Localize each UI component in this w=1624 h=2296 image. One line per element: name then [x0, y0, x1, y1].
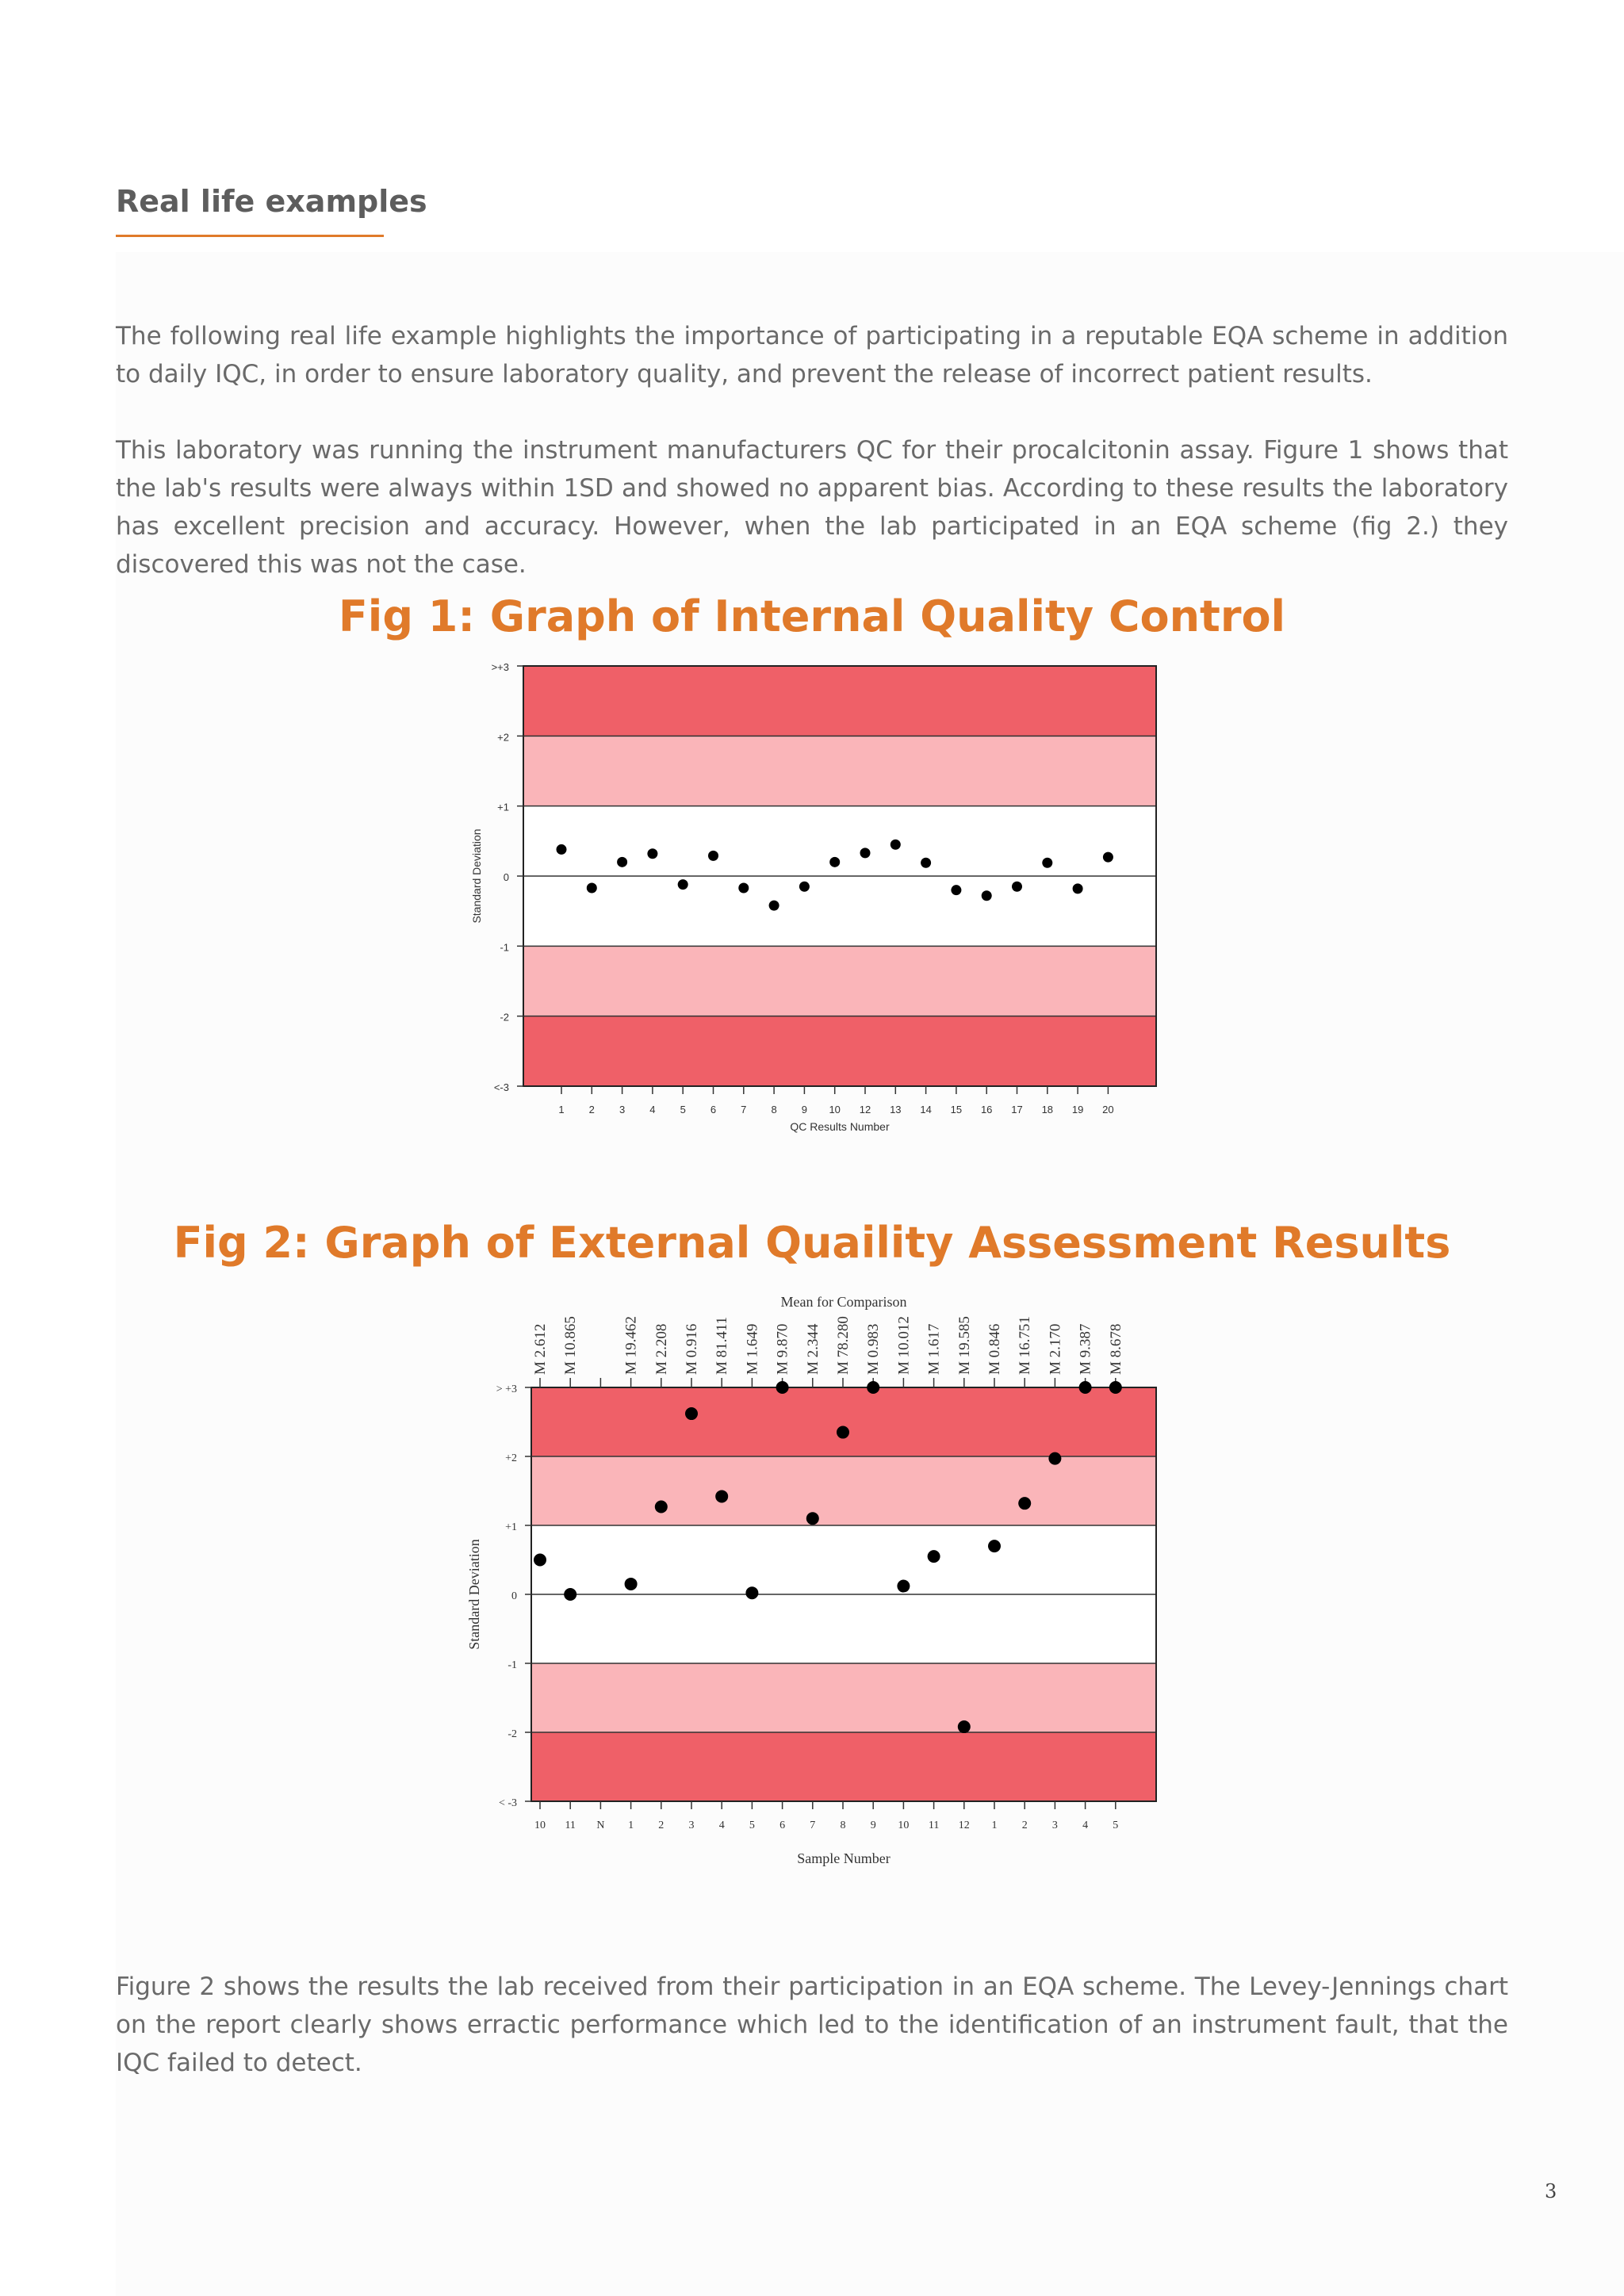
- data-point: [708, 851, 718, 861]
- data-point: [738, 883, 749, 894]
- y-axis-label: Standard Deviation: [466, 1539, 482, 1650]
- data-point: [837, 1426, 849, 1439]
- x-tick-label: 18: [1041, 1104, 1054, 1115]
- y-tick-label: +1: [505, 1521, 517, 1533]
- data-point: [655, 1501, 668, 1513]
- intro-paragraph: The following real life example highlights the importance of participating in a reputable EQA scheme in addition to daily IQC, in order to ensure laboratory quality, and prevent the release of incorrect patient results.: [116, 322, 1508, 388]
- sd-band-1: [523, 736, 1156, 806]
- sd-band-1: [531, 1456, 1156, 1525]
- x-tick-label: 7: [810, 1820, 816, 1831]
- data-point: [806, 1512, 819, 1525]
- x-tick-label: 9: [801, 1104, 808, 1115]
- data-point: [988, 1540, 1001, 1552]
- x-tick-label: 11: [565, 1820, 576, 1831]
- sd-band-4: [531, 1732, 1156, 1801]
- mean-comparison-label: Mean for Comparison: [780, 1294, 907, 1310]
- x-tick-label: 1: [991, 1820, 998, 1831]
- data-point: [647, 848, 657, 859]
- data-point: [1012, 882, 1022, 892]
- x-tick-label: 2: [1021, 1820, 1028, 1831]
- x-tick-label: 9: [870, 1820, 876, 1831]
- data-point: [897, 1580, 910, 1593]
- mean-label: M 2.170: [1047, 1323, 1064, 1375]
- x-tick-label: 4: [649, 1104, 656, 1115]
- mean-label: M 0.846: [986, 1323, 1003, 1375]
- x-tick-label: 12: [958, 1820, 970, 1831]
- heading-underline: [116, 235, 384, 237]
- mean-label: M 1.649: [744, 1323, 761, 1375]
- sd-band-4: [523, 1016, 1156, 1086]
- data-point: [745, 1586, 758, 1599]
- mean-label: M 19.462: [622, 1316, 640, 1375]
- mean-label: M 81.411: [714, 1316, 731, 1375]
- x-tick-label: 1: [628, 1820, 634, 1831]
- mean-label: M 16.751: [1017, 1316, 1034, 1375]
- procalcitonin-paragraph: This laboratory was running the instrument manufacturers QC for their procalcitonin assay. Figure 1 shows that the lab's results were always within 1SD and showed no apparent bias. According to these results the laboratory has excellent precision and accuracy. However, when the lab participated in an EQA scheme (fig 2.) they discovered this was not the case.: [116, 436, 1508, 579]
- mean-label: M 9.387: [1077, 1323, 1094, 1375]
- x-tick-label: 2: [658, 1820, 665, 1831]
- x-tick-label: 4: [718, 1820, 725, 1831]
- data-point: [829, 857, 840, 867]
- data-point: [1079, 1381, 1092, 1394]
- data-point: [1073, 883, 1083, 894]
- x-tick-label: 7: [741, 1104, 747, 1115]
- data-point: [1109, 1381, 1122, 1394]
- x-tick-label: 10: [829, 1104, 841, 1115]
- data-point: [564, 1588, 576, 1601]
- data-point: [715, 1490, 728, 1502]
- mean-label: M 0.983: [865, 1323, 883, 1375]
- data-point: [776, 1381, 789, 1394]
- y-tick-label: 0: [511, 1590, 517, 1602]
- x-tick-label: 16: [980, 1104, 993, 1115]
- y-tick-label: -1: [508, 1659, 517, 1671]
- sd-band-0: [531, 1387, 1156, 1456]
- y-tick-label: +2: [497, 731, 509, 744]
- x-tick-label: 5: [749, 1820, 755, 1831]
- data-point: [867, 1381, 879, 1394]
- eqa-chart: [0, 1276, 1624, 1879]
- mean-label: M 10.865: [562, 1316, 580, 1375]
- mean-label: M 9.870: [774, 1323, 791, 1375]
- page-number: 3: [1545, 2180, 1557, 2202]
- data-point: [1048, 1452, 1061, 1465]
- data-point: [982, 890, 992, 901]
- mean-label: M 19.585: [956, 1316, 973, 1375]
- data-point: [557, 844, 567, 855]
- section-heading: Real life examples: [116, 184, 427, 219]
- y-tick-label: -2: [508, 1728, 517, 1740]
- mean-label: M 78.280: [835, 1316, 852, 1375]
- y-tick-label: < -3: [498, 1797, 517, 1809]
- mean-label: M 2.612: [532, 1323, 549, 1375]
- data-point: [534, 1554, 546, 1567]
- x-axis-label: QC Results Number: [790, 1120, 890, 1133]
- fig2-title: Fig 2: Graph of External Quaility Assessment Results: [173, 1218, 1451, 1268]
- x-tick-label: 5: [1113, 1820, 1119, 1831]
- x-tick-label: 10: [898, 1820, 910, 1831]
- data-point: [958, 1720, 971, 1733]
- data-point: [1042, 858, 1052, 868]
- conclusion-paragraph: Figure 2 shows the results the lab received from their participation in an EQA scheme. The Levey-Jennings chart on the report clearly shows erractic performance which led to the identification of an instrument fault, that the IQC failed to detect.: [116, 1973, 1508, 2077]
- x-tick-label: 11: [928, 1820, 940, 1831]
- x-tick-label: 19: [1071, 1104, 1084, 1115]
- x-tick-label: 17: [1011, 1104, 1023, 1115]
- data-point: [1018, 1497, 1031, 1510]
- x-tick-label: 8: [840, 1820, 846, 1831]
- y-tick-label: -2: [500, 1011, 509, 1024]
- sd-band-3: [531, 1663, 1156, 1732]
- data-point: [891, 840, 901, 850]
- mean-label: M 2.344: [804, 1323, 822, 1375]
- mean-label: M 8.678: [1107, 1323, 1124, 1375]
- fig1-title: Fig 1: Graph of Internal Quality Control: [338, 591, 1286, 641]
- x-tick-label: 2: [588, 1104, 595, 1115]
- mean-label: M 2.208: [653, 1323, 670, 1375]
- x-tick-label: 4: [1082, 1820, 1089, 1831]
- data-point: [860, 848, 871, 858]
- y-tick-label: +1: [497, 801, 509, 813]
- iqc-chart: [0, 650, 1624, 1158]
- y-tick-label: >+3: [491, 661, 509, 673]
- y-tick-label: <-3: [493, 1081, 509, 1093]
- x-tick-label: 3: [1051, 1820, 1058, 1831]
- x-tick-label: 8: [771, 1104, 777, 1115]
- x-tick-label: 20: [1102, 1104, 1114, 1115]
- y-tick-label: 0: [503, 871, 509, 883]
- x-tick-label: 5: [680, 1104, 686, 1115]
- x-tick-label: 6: [710, 1104, 717, 1115]
- data-point: [1103, 852, 1113, 863]
- x-tick-label: N: [596, 1820, 605, 1831]
- mean-label: M 1.617: [925, 1323, 943, 1375]
- sd-band-3: [523, 946, 1156, 1016]
- x-tick-label: 14: [920, 1104, 932, 1115]
- data-point: [617, 857, 627, 867]
- data-point: [951, 885, 961, 895]
- x-tick-label: 6: [779, 1820, 786, 1831]
- y-tick-label: +2: [505, 1452, 517, 1464]
- x-tick-label: 3: [619, 1104, 626, 1115]
- data-point: [928, 1550, 940, 1563]
- data-point: [625, 1578, 638, 1590]
- sd-band-0: [523, 666, 1156, 736]
- y-tick-label: -1: [500, 941, 509, 954]
- data-point: [921, 858, 931, 868]
- x-tick-label: 15: [950, 1104, 963, 1115]
- x-tick-label: 1: [558, 1104, 565, 1115]
- x-axis-label: Sample Number: [797, 1850, 891, 1866]
- mean-label: M 10.012: [895, 1316, 913, 1375]
- data-point: [685, 1407, 698, 1420]
- x-tick-label: 13: [890, 1104, 902, 1115]
- data-point: [678, 879, 688, 890]
- data-point: [587, 883, 597, 894]
- data-point: [799, 882, 810, 892]
- x-tick-label: 12: [859, 1104, 871, 1115]
- mean-label: M 0.916: [684, 1323, 700, 1375]
- y-tick-label: > +3: [496, 1383, 517, 1395]
- x-tick-label: 3: [688, 1820, 695, 1831]
- y-axis-label: Standard Deviation: [470, 828, 483, 924]
- x-tick-label: 10: [534, 1820, 546, 1831]
- data-point: [769, 901, 779, 911]
